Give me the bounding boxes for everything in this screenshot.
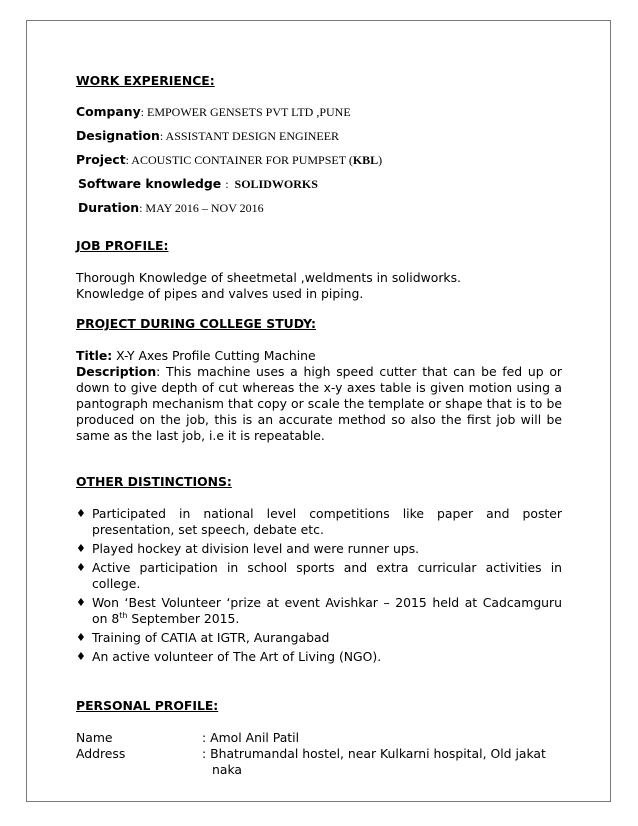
list-item-text: Participated in national level competitions like paper and poster presentation, set speech, debate etc.	[92, 506, 562, 537]
other-distinctions-heading: OTHER DISTINCTIONS:	[76, 474, 232, 489]
company-row	[76, 104, 562, 120]
project-title-label: Title:	[76, 348, 113, 363]
software-sep: :	[225, 177, 229, 191]
list-item-text: An active volunteer of The Art of Living (NGO).	[92, 649, 382, 664]
diamond-bullet-icon: ♦	[76, 542, 86, 555]
volunteer-sup: th	[119, 610, 128, 620]
designation-label: Designation	[76, 128, 160, 143]
designation-row	[76, 128, 562, 144]
list-item-text: Played hockey at division level and were runner ups.	[92, 541, 420, 556]
list-item	[76, 560, 562, 592]
list-item	[76, 506, 562, 538]
resume-content	[76, 73, 562, 778]
list-item	[76, 595, 562, 627]
project-value: : ACOUSTIC CONTAINER FOR PUMPSET (	[125, 153, 353, 167]
duration-value: : MAY 2016 – NOV 2016	[139, 201, 264, 215]
project-description	[76, 364, 562, 444]
address-key: Address	[76, 746, 126, 761]
diamond-bullet-icon: ♦	[76, 650, 86, 663]
project-title-value: X-Y Axes Profile Cutting Machine	[112, 348, 316, 363]
list-item	[76, 649, 562, 665]
company-value: : EMPOWER GENSETS PVT LTD ,PUNE	[140, 105, 351, 119]
diamond-bullet-icon: ♦	[76, 631, 86, 644]
project-title-row	[76, 348, 562, 364]
project-row	[76, 152, 562, 168]
job-profile-heading: JOB PROFILE:	[76, 238, 169, 253]
list-item-text: Active participation in school sports and extra curricular activities in college.	[92, 560, 562, 591]
project-description-value: : This machine uses a high speed cutter that can be fed up or down to give depth of cut whereas the x-y axes table is given motion using a pantograph mechanism that copy or scale the template or shape that is to be produced on the job, this is an accurate method so also the first job will be same as the last job, i.e it is repeatable.	[76, 364, 562, 443]
name-value: : Amol Anil Patil	[202, 730, 300, 745]
name-key: Name	[76, 730, 113, 745]
designation-value: : ASSISTANT DESIGN ENGINEER	[159, 129, 340, 143]
personal-profile-heading: PERSONAL PROFILE:	[76, 698, 219, 713]
address-row	[76, 746, 562, 778]
name-row	[76, 730, 562, 746]
company-label: Company	[76, 104, 141, 119]
work-experience-heading: WORK EXPERIENCE:	[76, 73, 215, 88]
address-value	[202, 746, 562, 778]
address-line-1: : Bhatrumandal hostel, near Kulkarni hospital, Old jakat	[202, 746, 546, 761]
software-label: Software knowledge	[78, 176, 222, 191]
job-profile-line: Thorough Knowledge of sheetmetal ,weldments in solidworks.	[76, 270, 461, 285]
list-item	[76, 630, 562, 646]
software-value: SOLIDWORKS	[234, 177, 318, 191]
list-item	[76, 541, 562, 557]
volunteer-pre: Won ‘Best Volunteer ‘prize at event Avishkar – 2015 held at Cadcamguru on 8	[92, 595, 562, 626]
diamond-bullet-icon: ♦	[76, 561, 86, 574]
duration-row	[76, 200, 562, 216]
software-row	[76, 176, 562, 192]
project-label: Project	[76, 152, 126, 167]
diamond-bullet-icon: ♦	[76, 507, 86, 520]
job-profile-line: Knowledge of pipes and valves used in piping.	[76, 286, 364, 301]
distinctions-list	[76, 506, 562, 665]
list-item-text: Training of CATIA at IGTR, Aurangabad	[92, 630, 330, 645]
diamond-bullet-icon: ♦	[76, 596, 86, 609]
project-client: KBL	[352, 153, 379, 167]
duration-label: Duration	[78, 200, 140, 215]
volunteer-post: September 2015.	[127, 611, 240, 626]
project-description-label: Description	[76, 364, 157, 379]
project-value-close: )	[378, 153, 383, 167]
college-project-heading: PROJECT DURING COLLEGE STUDY:	[76, 316, 316, 331]
address-line-2: naka	[212, 762, 242, 777]
